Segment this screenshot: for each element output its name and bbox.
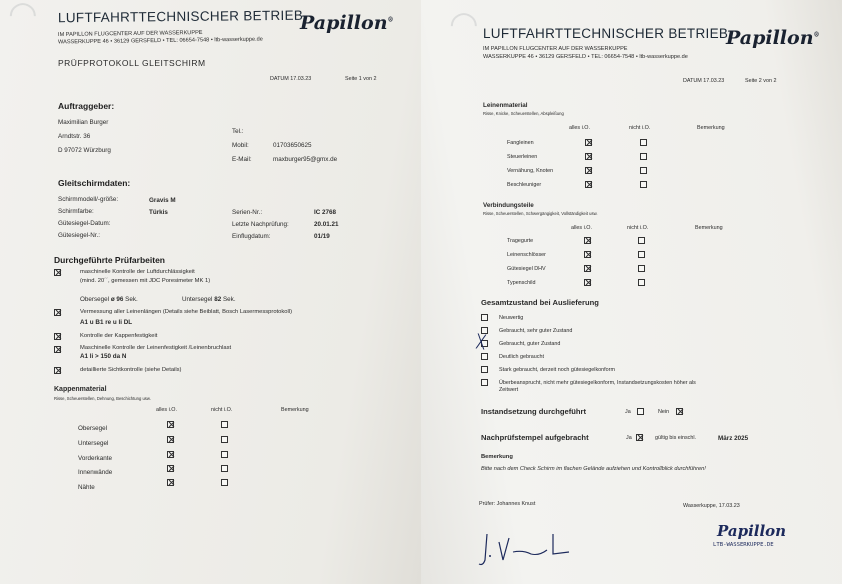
serial-value: IC 2768 bbox=[314, 209, 337, 216]
condition-option-checkbox[interactable] bbox=[481, 379, 488, 386]
connectors-row-nok-checkbox[interactable] bbox=[638, 237, 645, 244]
last-check-label: Letzte Nachprüfung: bbox=[232, 221, 289, 228]
email-value: maxburger95@gmx.de bbox=[273, 156, 338, 163]
stamp-applied-label: Nachprüfstempel aufgebracht bbox=[481, 433, 589, 442]
connectors-row-label: Typenschild bbox=[507, 280, 536, 286]
condition-option-checkbox[interactable] bbox=[481, 327, 488, 334]
company-address-line2: WASSERKUPPE 46 • 36129 GERSFELD • TEL: 06654-7548 • ltb-wasserkuppe.de bbox=[483, 54, 688, 60]
untersegel-measurement: Untersegel 82 Sek. bbox=[182, 296, 236, 303]
lines-heading: Leinenmaterial bbox=[483, 102, 528, 109]
canopy-row-label: Nähte bbox=[78, 484, 95, 491]
canopy-row-ok-checkbox[interactable] bbox=[167, 451, 174, 458]
canopy-row-ok-checkbox[interactable] bbox=[167, 479, 174, 486]
stamp-text: LTB-WASSERKUPPE.DE bbox=[713, 542, 774, 548]
canopy-row-ok-checkbox[interactable] bbox=[167, 436, 174, 443]
connectors-row-ok-checkbox[interactable] bbox=[584, 265, 591, 272]
canopy-col-nok: nicht i.O. bbox=[211, 407, 233, 413]
canopy-row-nok-checkbox[interactable] bbox=[221, 421, 228, 428]
remark-heading: Bemerkung bbox=[481, 454, 513, 460]
lines-col-note: Bemerkung bbox=[697, 125, 725, 131]
work-line-strength: Maschinelle Kontrolle der Leinenfestigkeit /Leinenbruchlast bbox=[80, 345, 232, 351]
canopy-col-ok: alles i.O. bbox=[156, 407, 177, 413]
work-heading: Durchgeführte Prüfarbeiten bbox=[54, 255, 165, 265]
obersegel-measurement: Obersegel ø 96 Sek. bbox=[80, 296, 138, 303]
canopy-row-label: Innenwände bbox=[78, 469, 113, 476]
document-date: DATUM 17.03.23 bbox=[270, 76, 312, 82]
color-value: Türkis bbox=[149, 209, 168, 216]
lines-row-label: Beschleuniger bbox=[507, 182, 542, 188]
client-street: Arndtstr. 36 bbox=[58, 133, 91, 140]
model-value: Gravis M bbox=[149, 197, 176, 204]
lines-row-nok-checkbox[interactable] bbox=[640, 139, 647, 146]
lines-row-label: Fangleinen bbox=[507, 140, 534, 146]
inspector-name: Prüfer: Johannes Knust bbox=[479, 501, 536, 507]
email-label: E-Mail: bbox=[232, 156, 252, 163]
lines-col-ok: alles i.O. bbox=[569, 125, 590, 131]
paraglider-watermark-icon: ◠ bbox=[449, 5, 479, 43]
page-number: Seite 2 von 2 bbox=[745, 78, 777, 84]
last-check-value: 20.01.21 bbox=[314, 221, 339, 228]
work-visual-check-checkbox[interactable] bbox=[54, 367, 61, 374]
client-city: D 97072 Würzburg bbox=[58, 147, 111, 154]
condition-option-checkbox[interactable] bbox=[481, 366, 488, 373]
papillon-logo: Papillon® bbox=[726, 27, 820, 49]
client-name: Maximilian Burger bbox=[58, 119, 109, 126]
connectors-row-nok-checkbox[interactable] bbox=[638, 251, 645, 258]
lines-col-nok: nicht i.O. bbox=[629, 125, 651, 131]
condition-option-checkbox[interactable] bbox=[481, 353, 488, 360]
repair-yes-checkbox[interactable] bbox=[637, 408, 644, 415]
connectors-row-label: Tragegurte bbox=[507, 238, 534, 244]
connectors-row-nok-checkbox[interactable] bbox=[638, 265, 645, 272]
condition-option-label-cont: Zeitwert bbox=[499, 387, 519, 393]
condition-option-label: Überbeansprucht, nicht mehr gütesiegelkonform, Instandsetzungskosten höher als bbox=[499, 380, 696, 386]
papillon-logo: Papillon® bbox=[300, 12, 394, 34]
connectors-col-nok: nicht i.O. bbox=[627, 225, 649, 231]
tel-label: Tel.: bbox=[232, 128, 244, 135]
canopy-row-nok-checkbox[interactable] bbox=[221, 465, 228, 472]
fly-date-value: 01/19 bbox=[314, 233, 330, 240]
gs-date-label: Gütesiegel-Datum: bbox=[58, 220, 111, 227]
work-air-permeability: maschinelle Kontrolle der Luftdurchlässigkeit bbox=[80, 269, 195, 275]
connectors-col-ok: alles i.O. bbox=[571, 225, 592, 231]
canopy-heading: Kappenmaterial bbox=[54, 386, 107, 393]
stamp-logo: Papillon bbox=[717, 522, 787, 540]
lines-row-label: Steuerleinen bbox=[507, 154, 538, 160]
canopy-col-note: Bemerkung bbox=[281, 407, 309, 413]
lines-row-nok-checkbox[interactable] bbox=[640, 181, 647, 188]
lines-row-ok-checkbox[interactable] bbox=[585, 167, 592, 174]
work-line-lengths-result: A1 u B1 re u li DL bbox=[80, 319, 133, 326]
canopy-row-nok-checkbox[interactable] bbox=[221, 436, 228, 443]
valid-until-value: März 2025 bbox=[718, 435, 749, 442]
lines-row-label: Vernähung, Knoten bbox=[507, 168, 554, 174]
connectors-row-ok-checkbox[interactable] bbox=[584, 237, 591, 244]
work-line-strength-result: A1 li > 150 da N bbox=[80, 353, 127, 360]
document-date: DATUM 17.03.23 bbox=[683, 78, 725, 84]
connectors-subheading: Risse, Scheuerstellen, Schwergängigkeit, Vollständigkeit usw. bbox=[483, 211, 598, 216]
lines-row-ok-checkbox[interactable] bbox=[585, 181, 592, 188]
canopy-row-label: Obersegel bbox=[78, 425, 108, 432]
connectors-row-label: Gütesiegel DHV bbox=[507, 266, 546, 272]
connectors-row-ok-checkbox[interactable] bbox=[584, 279, 591, 286]
canopy-subheading: Risse, Scheuerstellen, Dehnung, Beschichtung usw. bbox=[54, 396, 151, 401]
canopy-row-nok-checkbox[interactable] bbox=[221, 451, 228, 458]
lines-row-ok-checkbox[interactable] bbox=[585, 153, 592, 160]
condition-heading: Gesamtzustand bei Auslieferung bbox=[481, 298, 599, 307]
connectors-row-nok-checkbox[interactable] bbox=[638, 279, 645, 286]
connectors-col-note: Bemerkung bbox=[695, 225, 723, 231]
canopy-row-label: Untersegel bbox=[78, 440, 109, 447]
fly-date-label: Einflugdatum: bbox=[232, 233, 271, 240]
condition-option-label: Deutlich gebraucht bbox=[499, 354, 544, 360]
paraglider-watermark-icon: ◠ bbox=[8, 0, 38, 33]
condition-option-checkbox[interactable] bbox=[481, 314, 488, 321]
connectors-heading: Verbindungsteile bbox=[483, 202, 534, 209]
company-name: LUFTFAHRTTECHNISCHER BETRIEB bbox=[483, 26, 729, 41]
company-name: LUFTFAHRTTECHNISCHER BETRIEB bbox=[57, 7, 304, 26]
valid-until-label: gültig bis einschl. bbox=[655, 435, 697, 441]
condition-option-label: Stark gebraucht, derzeit noch gütesiegelkonform bbox=[499, 367, 615, 373]
connectors-row-label: Leinenschlösser bbox=[507, 252, 546, 258]
lines-subheading: Risse, Knicke, Scheuerstellen, Abspleißung bbox=[483, 111, 564, 116]
repair-label: Instandsetzung durchgeführt bbox=[481, 407, 587, 416]
lines-row-nok-checkbox[interactable] bbox=[640, 153, 647, 160]
work-canopy-strength: Kontrolle der Kappenfestigkeit bbox=[80, 333, 158, 339]
document-title: PRÜFPROTOKOLL GLEITSCHIRM bbox=[58, 58, 206, 68]
page-number: Seite 1 von 2 bbox=[345, 76, 377, 82]
model-label: Schirmmodell/-größe: bbox=[58, 196, 119, 203]
stamp-yes-checkbox[interactable] bbox=[636, 434, 643, 441]
place-date: Wasserkuppe, 17.03.23 bbox=[683, 503, 740, 509]
color-label: Schirmfarbe: bbox=[58, 208, 94, 215]
connectors-row-ok-checkbox[interactable] bbox=[584, 251, 591, 258]
canopy-row-ok-checkbox[interactable] bbox=[167, 421, 174, 428]
condition-option-label: Gebraucht, guter Zustand bbox=[499, 341, 561, 347]
lines-row-ok-checkbox[interactable] bbox=[585, 139, 592, 146]
company-address-line1: IM PAPILLON FLUGCENTER AUF DER WASSERKUPPE bbox=[483, 46, 628, 52]
canopy-row-label: Vorderkante bbox=[78, 455, 112, 462]
repair-no-checkbox[interactable] bbox=[676, 408, 683, 415]
stamp-yes-label: Ja bbox=[626, 435, 632, 441]
protocol-page-2 bbox=[421, 0, 842, 584]
serial-label: Serien-Nr.: bbox=[232, 209, 263, 216]
lines-row-nok-checkbox[interactable] bbox=[640, 167, 647, 174]
repair-no-label: Nein bbox=[658, 409, 670, 415]
mobil-value: 01703650625 bbox=[273, 142, 312, 149]
canopy-row-ok-checkbox[interactable] bbox=[167, 465, 174, 472]
work-line-lengths: Vermessung aller Leinenlängen (Details siehe Beiblatt, Bosch Lasermessprotokoll) bbox=[80, 309, 293, 315]
work-line-strength-checkbox[interactable] bbox=[54, 346, 61, 353]
repair-yes-label: Ja bbox=[625, 409, 631, 415]
work-line-lengths-checkbox[interactable] bbox=[54, 309, 61, 316]
pen-cross-mark-icon: ╳ bbox=[476, 333, 486, 350]
company-address-line1: IM PAPILLON FLUGCENTER AUF DER WASSERKUPPE bbox=[57, 29, 203, 39]
gs-nr-label: Gütesiegel-Nr.: bbox=[58, 232, 100, 239]
work-air-permeability-detail: (mind. 20´´, gemessen mit JDC Poresimeter MK 1) bbox=[80, 278, 211, 284]
signature-image bbox=[473, 520, 593, 570]
company-address-line2: WASSERKUPPE 46 • 36129 GERSFELD • TEL: 06654-7548 • ltb-wasserkuppe.de bbox=[57, 36, 263, 46]
client-heading: Auftraggeber: bbox=[58, 101, 115, 111]
work-air-permeability-checkbox[interactable] bbox=[54, 269, 61, 276]
mobil-label: Mobil: bbox=[232, 142, 249, 149]
condition-option-label: Gebraucht, sehr guter Zustand bbox=[499, 328, 573, 334]
work-canopy-strength-checkbox[interactable] bbox=[54, 333, 61, 340]
work-visual-check: detaillierte Sichtkontrolle (siehe Details) bbox=[80, 367, 182, 373]
condition-option-label: Neuwertig bbox=[499, 315, 524, 321]
canopy-row-nok-checkbox[interactable] bbox=[221, 479, 228, 486]
remark-text: Bitte nach dem Check Schirm im flachen Gelände aufziehen und Kontrollblick durchführen! bbox=[481, 466, 706, 472]
glider-heading: Gleitschirmdaten: bbox=[58, 178, 131, 188]
